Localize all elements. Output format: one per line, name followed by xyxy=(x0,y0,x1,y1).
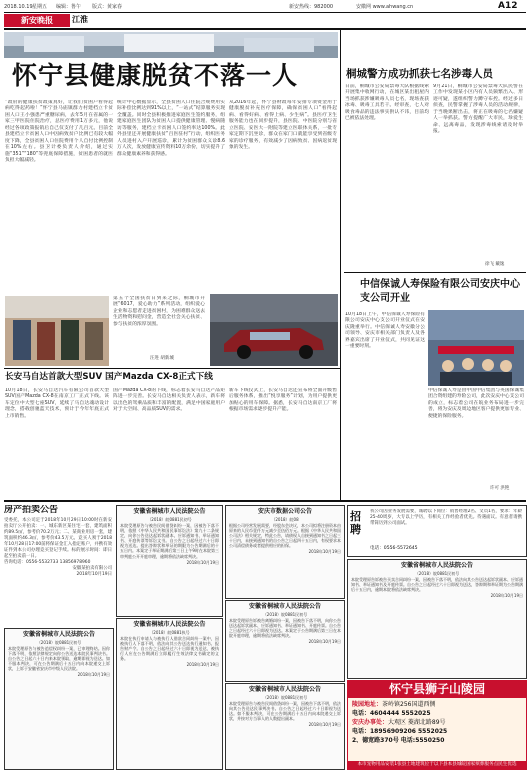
notice-title: 安徽省桐城市人民法院公告 xyxy=(248,686,321,693)
cemetery-office-label: 安庆办事处： xyxy=(352,719,389,726)
notice-number: （2018）皖0881民初号 xyxy=(414,570,460,576)
house-notice-title: 房产拍卖公告 xyxy=(4,505,59,515)
section-name: 江淮 xyxy=(72,15,88,24)
recruitment-title: 招聘 xyxy=(350,510,361,536)
lead-headline: 怀宁县健康脱贫不落一人 xyxy=(12,61,299,90)
story3-headline: 中信保诚人寿保险有限公司安庆中心支公司开业 xyxy=(360,279,520,304)
website: 安徽网 www.ahwang.cn xyxy=(356,4,414,10)
cemetery-ad xyxy=(347,680,527,770)
court-notice-7 xyxy=(225,683,345,770)
cemetery-office-address: 大观区 菱湖北路89号 xyxy=(388,719,446,726)
cemetery-second-office: 2、德宽路370号 电话:5550250 xyxy=(352,737,445,744)
notice-number: （2018）皖0881民初号 xyxy=(36,639,82,645)
notice-date: 2018年10月19日 xyxy=(308,722,341,728)
house-notice-date: 2018年10月19日 xyxy=(76,571,112,577)
notice-date: 2018年10月19日 xyxy=(308,639,341,645)
cemetery-office-phone: 电话：18956909206 5552025 xyxy=(352,728,448,735)
notice-body: 本院受理原告诉被告离婚纠纷一案，因被告下落不明，向你公告送达起诉状副本、应诉通知书、举证通知书、开庭传票。自公告之日起经过六十日即视为送达。本案定于公告期满后第三日在本院开庭审理，逾期将依法缺席判决。 xyxy=(229,617,341,639)
story2-byline: 徐飞 戴逸 xyxy=(485,262,505,267)
notice-number: （2018）皖0881民初号 xyxy=(262,694,308,700)
notice-body: 本院在执行申请人与被执行人借款合同纠纷一案中，因被执行人下落不明，依法向其公告送达执行通知书、报告财产令。自公告之日起经过六十日即视为送达，被执行人应在公告期满后立即履行生效法律文书确定的义务。 xyxy=(120,635,219,662)
story3-col-2: 中信保诚人寿是由中国中信集团与英国保诚集团合资组建的寿险公司，此次安庆中心支公司的成立，标志着公司在皖业务布局进一步完善，将为安庆及周边地区客户提供更加专业、便捷的保险服务。 xyxy=(428,388,524,419)
house-notice-body: 受委托，本公司定于2018年10月29日10:00时在新安拍卖厅公开拍卖：一、城东新区某住宅一套，建筑面积约89.5㎡，参考价70.2万元；二、某商业用房一套，建筑面积约46.3㎡，参考价43.5万元。竞买人须于2018年10月28日17:00前将保证金汇入指定账户，并携有效证件到本公司办理竞买登记手续。标的展示时间：即日起至拍卖前一日。 xyxy=(4,518,112,559)
cemetery-title: 怀宁县狮子山陵园 xyxy=(348,681,526,698)
cemetery-banner: 本市宠物用品安装1张县土地建筑位于以下县本县城皖国家殡葬服务点民生优选 xyxy=(348,761,526,769)
recruitment-ad xyxy=(347,505,527,557)
lead-col-2: 统计中心数据显示，全县贫困人口住院合规费用实际补偿比例达到91%以上，“一站式”结算服务实现全覆盖。同时全县积极推进家庭医生签约服务，组建家庭医生团队为贫困人口提供健康管理、慢病随访等服务，建档立卡贫困人口签约率达100%。此外县里还开展健康扶贫“百医驻村”行动，组织医务人员进村入户开展巡诊，累计为贫困群众义诊8.6万人次，发放健康宣传资料10万余份，切实提升了群众健康素养和获得感。 xyxy=(117,100,225,157)
recruitment-phone: 电话：0556-5572645 xyxy=(370,546,418,551)
notice-body: 本院受理原告与被告追偿权纠纷一案，已审理终结。因你下落不明，依照法律规定向你公告送达本院民事判决书。自公告之日起六十日内来本院领取，逾期即视为送达。如不服本判决，可在公告期满后十五日内向本院递交上诉状，上诉于安徽省安庆市中级人民法院。 xyxy=(8,645,110,672)
story2-col-2: 9月21日，桐城市公安局禁毒大队民警在工作中发现某小区内有人员频繁出入、形迹可疑，遂组织警力蹲守布控。经过多日侦查，民警掌握了涉毒人员的活动规律，于当晚果断出击，将正在吸毒的七名嫌疑人一举抓获。警方提醒广大市民，珍爱生命、远离毒品，发现涉毒线索请及时举报。 xyxy=(433,84,523,135)
section-logo: 新安晚报 xyxy=(4,14,70,27)
notice-title: 安徽省桐城市人民法院公告 xyxy=(22,631,95,638)
recruitment-body: 我公司因业务发展需要，诚聘以下岗位：销售经理2名、文员1名，要求：年龄25-40周岁，大专以上学历，有相关工作经验者优先。待遇面议。有意者请携带简历到公司面试。 xyxy=(370,509,522,526)
mini-story-byline: 汪进 胡新城 xyxy=(150,356,174,361)
weekday: 星期五 xyxy=(32,4,48,10)
page-number: A12 xyxy=(498,1,518,11)
cemetery-phone: 电话：4604444 5552025 xyxy=(352,710,431,717)
cemetery-address-label: 陵园地址： xyxy=(352,701,383,708)
editor: 编辑：鲁午 xyxy=(56,4,82,10)
story3-byline: 许可 洪艳 xyxy=(490,486,510,491)
notice-title: 安徽省桐城市人民法院公告 xyxy=(400,562,473,569)
story4-col-1: 10月18日，长安马自达汽车有限公司首款大型SUV国产Mazda CX-8在南京工厂正式下线。该车定位中大型七座SUV，延续了马自达魂动设计理念，搭载创驰蓝天技术，预计于今年年底正式上市销售。 xyxy=(5,388,109,419)
story2-col-1: 日前，桐城市公安局禁毒大队根据线索开展集中收网行动，在城区某出租屋内当场抓获涉嫌吸毒人员七名，现场查获冰毒、吸毒工具若干。经审查，七人对吸食毒品的违法事实供认不讳，目前均已被依法处理。 xyxy=(345,84,429,122)
notice-number: （2018）皖0881执号 xyxy=(149,629,190,635)
story2-headline: 桐城警方成功抓获七名涉毒人员 xyxy=(346,68,493,80)
notice-title: 安庆市数据公司公告 xyxy=(257,508,312,515)
hotline: 新安热线：982000 xyxy=(289,4,334,10)
notice-title: 安徽省桐城市人民法院公告 xyxy=(133,621,206,628)
mazda-photo xyxy=(210,294,338,366)
court-notice-4 xyxy=(4,628,114,770)
notice-date: 2018年10月19日 xyxy=(77,672,110,678)
notice-date: 2018年10月19日 xyxy=(308,549,341,555)
story4-col-3: 新车下线仪式上，长安马自达还宣布将全面升级售后服务体系，推出“悦享服务”计划，为用户提供更加贴心的用车保障。据悉，长安马自达南京工厂将根据市场需求逐步提升产能。 xyxy=(229,388,337,413)
notice-date: 2018年10月19日 xyxy=(186,559,219,565)
house-notice-company: 安徽某拍卖有限公司 xyxy=(72,565,112,571)
court-notice-1 xyxy=(116,505,223,617)
notice-title: 安徽省桐城市人民法院公告 xyxy=(133,508,206,515)
notice-number: （2018）皖0881民初号 xyxy=(262,611,308,617)
notice-body: 本院受理原告诉被告买卖合同纠纷一案，因被告下落不明，依法向其公告送达起诉状副本、应诉通知书、举证通知书及开庭传票。自公告之日起经过六十日即视为送达，答辩期和举证期为公告期满后十五日内，逾期本院将依法缺席判决。 xyxy=(351,576,523,592)
lead-col-1: “政府的健康扶贫政策真好，让我们贫困户看得起病吃得起药啦！”怀宁县马庙镇群力村建档立卡贫困人口王小强患严重糖尿病，去年5月在省属的一家三甲医院住院治疗，总医疗费用1万多元，他说经过各项政策报销后自己仅支付了几百元。目前全县建档立卡贫困人口中因病致贫户比例已有较大幅度下降，全县贫困人口住院费用个人自付比例控制在10%左右。县卫计委负责人介绍，通过实施“351”“180”等兜底保障措施，贫困患者的就医负担大幅减轻。 xyxy=(5,100,113,164)
issue-date: 2018.10.19 xyxy=(4,4,33,10)
insurance-photo xyxy=(428,310,524,386)
notice-date: 2018年10月19日 xyxy=(186,662,219,668)
story4-headline: 长安马自达首款大型SUV 国产Mazda CX-8正式下线 xyxy=(5,372,213,382)
story4-col-2: 国产Mazda CX-8的下线，标志着长安马自达产品矩阵进一步完善。长安马自达相关负责人表示，新车将以出色的驾乘品质和丰富的配置，满足中国家庭用户对于大空间、高品质SUV的需求。 xyxy=(113,388,225,413)
notice-body: 本院受理原告与被告民间借贷纠纷一案，因被告下落不明，依法向其公告送达民事判决书。自公告之日起经过六十日即视为送达。如不服本判决，可在公告期满后十五日内向本院递交上诉状，并按对方当事人的人数提出副本。 xyxy=(229,700,341,722)
mini-story-text: 第五个全国扶贫日到来之际，桐城市开展“6017，爱心助力”系列活动，组织爱心企业和志愿者走进贫困村，为困难群众送去生活物资和慰问金，营造全社会关心扶贫、参与扶贫的浓厚氛围。 xyxy=(113,296,205,327)
house-notice xyxy=(4,505,112,625)
notice-body: 根据公司经营发展需要，经股东会决议，本公司拟将注册资本由原来的人民币壹仟万元减少至伍佰万元。根据《中华人民共和国公司法》相关规定，特此公告，请债权人自接到通知书之日起三十日内，未接到通知书的自公告之日起四十五日内，有权要求本公司清偿债务或者提供相应的担保。 xyxy=(229,522,341,549)
lead-col-3: 从2016年起，怀宁县财政每年安排专项资金用于健康脱贫补充医疗保障，确保贫困人口“看得起病、看得好病、看得上病、少生病”。县医疗卫生服务能力也在同步提升，县医院、中医院分别与省立医院、安医大一附院等建立医联体关系，一批专家定期下沉坐诊，群众在家门口就能享受到省级专家的诊疗服务，有效减少了因病致贫、因病返贫现象的发生。 xyxy=(229,100,337,151)
company-notice xyxy=(225,505,345,599)
notice-body: 本院受理原告与被告民间借贷纠纷一案，因被告下落不明，依照《中华人民共和国民事诉讼法》第九十二条规定，向你公告送达起诉状副本、应诉通知书、举证通知书、开庭传票等诉讼文书。自公告之日起经过六十日即视为送达。提出答辩状和举证的期限为公告期满后的十五日内。本案定于举证期满后第三日上午9时在本院第三审判庭公开开庭审理，逾期将依法缺席判决。 xyxy=(120,522,219,559)
notice-number: （2018）皖0881民初号 xyxy=(147,516,192,522)
notice-date: 2018年10月19日 xyxy=(490,593,523,599)
notice-title: 安徽省桐城市人民法院公告 xyxy=(248,603,321,610)
cemetery-address: 茶岭镇256国道西侧 xyxy=(382,701,436,708)
court-notice-6 xyxy=(225,600,345,682)
house-notice-contact: 咨询电话：0556-5532733 13856978960 xyxy=(4,559,91,565)
court-notice-5 xyxy=(116,618,223,770)
lead-photo xyxy=(4,32,338,58)
court-notice-3 xyxy=(347,559,527,679)
header-bar xyxy=(4,2,526,12)
mini-photo xyxy=(5,296,109,366)
notice-number: （2018）皖08 xyxy=(271,516,299,522)
layout-credit: 版式：黄家春 xyxy=(92,4,123,10)
story3-col-1: 10月18日上午，中信保诚人寿保险有限公司安庆中心支公司开业仪式在安庆隆重举行。中信保诚人寿安徽分公司领导、安庆市相关部门负责人及各界嘉宾出席了开业仪式，共同见证这一重要时刻。 xyxy=(345,312,425,350)
